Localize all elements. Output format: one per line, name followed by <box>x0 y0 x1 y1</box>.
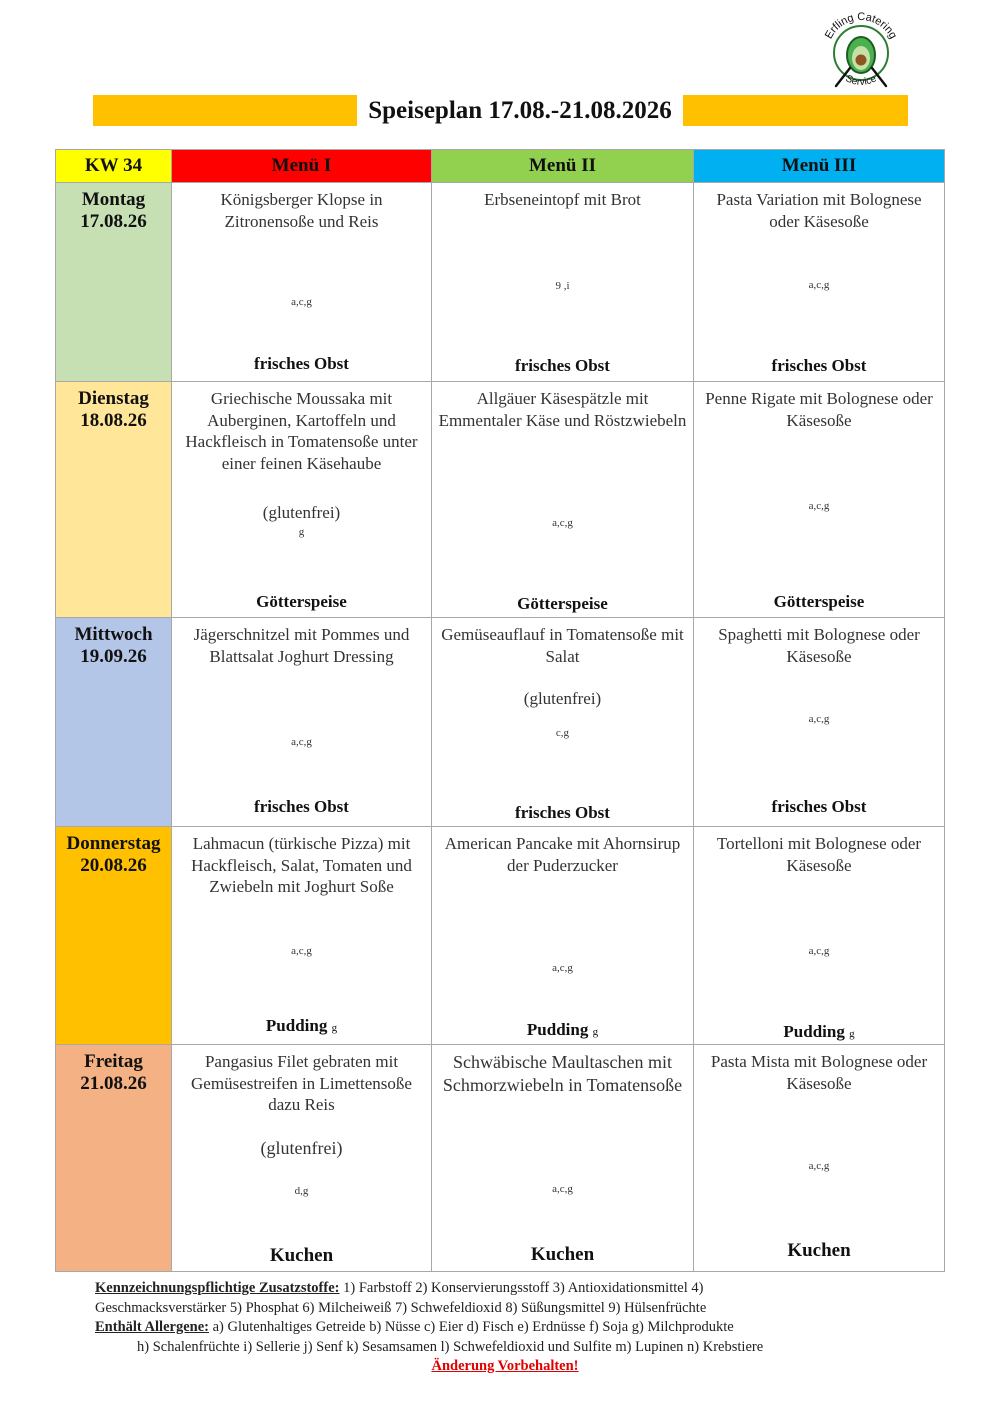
dessert-allergen: g <box>849 1028 855 1040</box>
day-cell-freitag <box>56 1045 172 1272</box>
dish-text: Penne Rigate mit Bolognese oder Käsesoße <box>705 389 933 430</box>
allergens-line-1 <box>95 1318 915 1338</box>
note-glutenfree: (glutenfrei) <box>260 1138 343 1158</box>
table-row <box>56 827 945 1045</box>
day-name: Montag <box>81 189 146 210</box>
menu-cell <box>694 382 945 618</box>
allergen-codes: a,c,g <box>291 296 312 308</box>
dessert-text: frisches Obst <box>515 356 610 375</box>
table-row <box>56 1045 945 1272</box>
dessert-allergen: g <box>592 1026 599 1038</box>
change-notice: Änderung Vorbehalten! <box>431 1358 579 1374</box>
day-date: 19.09.26 <box>80 646 147 667</box>
menu-cell <box>432 382 694 618</box>
dessert <box>172 592 431 612</box>
day-name: Donnerstag <box>66 833 161 854</box>
menu-cell <box>172 618 432 827</box>
dessert <box>432 356 693 376</box>
logo-text-top: Erfling Catering <box>822 10 900 42</box>
avocado-icon <box>847 37 875 73</box>
dessert <box>432 594 693 614</box>
allergen-codes: d,g <box>294 1185 309 1197</box>
additives-label: Kennzeichnungspflichtige Zusatzstoffe: <box>95 1280 340 1296</box>
dish-text: Gemüseauflauf in Tomatensoße mit Salat <box>441 625 684 666</box>
dessert <box>694 797 944 817</box>
header-menu2: Menü II <box>432 150 694 183</box>
dessert <box>694 1240 944 1262</box>
dessert-text: Götterspeise <box>773 592 865 611</box>
dish-text: Pasta Variation mit Bolognese oder Käsesoße <box>716 190 922 231</box>
dish-text: Griechische Moussaka mit Auberginen, Kartoffeln und Hackfleisch in Tomatensoße unter einer feinen Käsehaube <box>185 389 418 473</box>
header-row <box>56 150 945 183</box>
dessert-text: frisches Obst <box>771 797 867 816</box>
dish-text: Schwäbische Maultaschen mit Schmorzwiebeln in Tomatensoße <box>442 1052 683 1095</box>
dessert <box>172 797 431 817</box>
table-row <box>56 618 945 827</box>
dessert-text: frisches Obst <box>254 797 349 816</box>
dish-text: Spaghetti mit Bolognese oder Käsesoße <box>718 625 920 666</box>
dessert <box>172 1245 431 1267</box>
table-row <box>56 183 945 382</box>
dish-text: Königsberger Klopse in Zitronensoße und Reis <box>220 190 383 231</box>
dish-text: Lahmacun (türkische Pizza) mit Hackfleisch, Salat, Tomaten und Zwiebeln mit Joghurt Soße <box>191 834 412 896</box>
dish-text: American Pancake mit Ahornsirup der Puderzucker <box>444 834 681 875</box>
day-cell-donnerstag <box>56 827 172 1045</box>
dessert-text: frisches Obst <box>771 356 867 375</box>
dessert-text: frisches Obst <box>254 354 349 373</box>
day-name: Freitag <box>84 1051 143 1072</box>
dessert-allergen: g <box>331 1022 338 1034</box>
allergen-codes: g <box>298 526 305 538</box>
menu-cell <box>432 827 694 1045</box>
menu-cell <box>172 382 432 618</box>
allergen-codes: c,g <box>555 727 570 739</box>
legend-footer <box>95 1279 915 1377</box>
allergen-codes: 9 ,i <box>555 280 570 292</box>
day-date: 18.08.26 <box>80 410 147 431</box>
additives-line-1 <box>95 1279 915 1299</box>
menu-cell <box>432 1045 694 1272</box>
allergens-text-2: h) Schalenfrüchte i) Sellerie j) Senf k) Sesamsamen l) Schwefeldioxid und Sulfite m) Lupinen n) Krebstiere <box>137 1338 764 1355</box>
day-cell-montag <box>56 183 172 382</box>
day-name: Mittwoch <box>74 624 153 645</box>
dessert-text: Pudding <box>265 1016 328 1035</box>
dessert-text: frisches Obst <box>515 803 610 822</box>
dish-text: Erbseneintopf mit Brot <box>484 190 641 209</box>
logo-text-bottom: Service <box>843 73 879 89</box>
allergen-codes: a,c,g <box>808 713 830 725</box>
dessert <box>694 1022 944 1042</box>
dessert <box>694 592 944 612</box>
menu-cell <box>694 183 945 382</box>
dessert-text: Pudding <box>783 1022 845 1041</box>
menu-table <box>55 149 945 1272</box>
dish-text: Pangasius Filet gebraten mit Gemüsestreifen in Limettensoße dazu Reis <box>191 1052 412 1114</box>
allergen-codes: a,c,g <box>552 517 573 529</box>
menu-cell <box>694 1045 945 1272</box>
allergen-codes: a,c,g <box>808 1160 830 1172</box>
dessert <box>432 803 693 823</box>
menu-cell <box>694 827 945 1045</box>
allergens-label: Enthält Allergene: <box>95 1319 209 1335</box>
dessert <box>432 1020 693 1040</box>
allergen-codes: a,c,g <box>808 279 830 291</box>
day-date: 21.08.26 <box>80 1073 147 1094</box>
allergen-codes: a,c,g <box>808 945 830 957</box>
menu-cell <box>172 827 432 1045</box>
additives-text-1: 1) Farbstoff 2) Konservierungsstoff 3) Antioxidationsmittel 4) <box>339 1280 704 1296</box>
dessert-text: Götterspeise <box>256 592 347 611</box>
menu-cell <box>172 1045 432 1272</box>
day-date: 20.08.26 <box>80 855 147 876</box>
catering-logo <box>816 8 906 98</box>
dish-text: Pasta Mista mit Bolognese oder Käsesoße <box>710 1052 928 1093</box>
allergen-codes: a,c,g <box>552 962 573 974</box>
dessert-text: Kuchen <box>530 1244 595 1265</box>
day-name: Dienstag <box>78 388 149 409</box>
note-glutenfree: (glutenfrei) <box>262 503 341 522</box>
dessert <box>432 1244 693 1266</box>
dessert-text: Kuchen <box>269 1245 334 1266</box>
note-glutenfree: (glutenfrei) <box>523 689 602 708</box>
allergen-codes: a,c,g <box>808 500 830 512</box>
day-cell-mittwoch <box>56 618 172 827</box>
dish-text: Jägerschnitzel mit Pommes und Blattsalat Joghurt Dressing <box>193 625 410 666</box>
dish-text: Allgäuer Käsespätzle mit Emmentaler Käse und Röstzwiebeln <box>438 389 687 430</box>
dish-text: Tortelloni mit Bolognese oder Käsesoße <box>716 834 922 875</box>
dessert <box>694 356 944 376</box>
header-menu1: Menü I <box>172 150 432 183</box>
allergen-codes: a,c,g <box>552 1183 573 1195</box>
dessert-text: Kuchen <box>787 1240 851 1261</box>
header-kw: KW 34 <box>56 150 172 183</box>
additives-text-2: Geschmacksverstärker 5) Phosphat 6) Milcheiweiß 7) Schwefeldioxid 8) Süßungsmittel 9) Hülsenfrüchte <box>95 1299 707 1316</box>
allergen-codes: a,c,g <box>291 736 312 748</box>
day-cell-dienstag <box>56 382 172 618</box>
header-menu3: Menü III <box>694 150 945 183</box>
page-title: Speiseplan 17.08.-21.08.2026 <box>357 95 683 126</box>
dessert <box>172 1016 431 1036</box>
dessert-text: Götterspeise <box>517 594 608 613</box>
allergen-codes: a,c,g <box>291 945 312 957</box>
menu-cell <box>694 618 945 827</box>
menu-cell <box>432 183 694 382</box>
allergens-text-1: a) Glutenhaltiges Getreide b) Nüsse c) Eier d) Fisch e) Erdnüsse f) Soja g) Milchprodukte <box>208 1319 734 1335</box>
menu-cell <box>172 183 432 382</box>
day-date: 17.08.26 <box>80 211 147 232</box>
table-row <box>56 382 945 618</box>
menu-cell <box>432 618 694 827</box>
dessert <box>172 354 431 374</box>
dessert-text: Pudding <box>526 1020 589 1039</box>
